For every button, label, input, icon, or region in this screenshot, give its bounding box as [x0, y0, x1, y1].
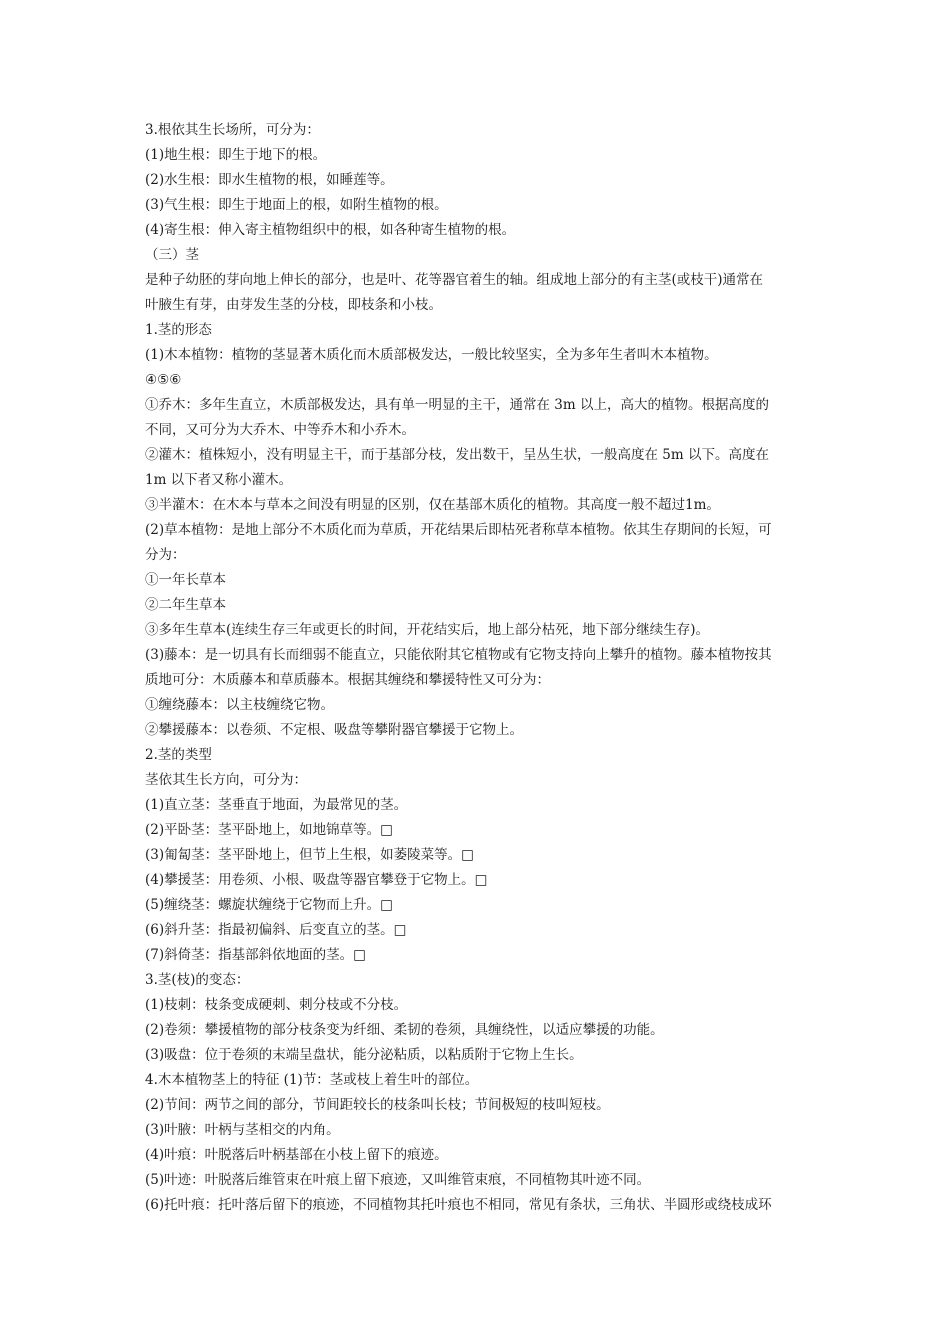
text-line: ①乔木：多年生直立，木质部极发达，具有单一明显的主干，通常在 3m 以上，高大的植物。根据高度的: [145, 397, 769, 413]
text-line: (6)托叶痕：托叶落后留下的痕迹，不同植物其托叶痕也不相同，常见有条状，三角状、半圆形或绕枝成环: [145, 1197, 772, 1213]
text-line: 叶腋生有芽，由芽发生茎的分枝，即枝条和小枝。: [145, 297, 442, 313]
text-line: (3)叶腋：叶柄与茎相交的内角。: [145, 1122, 340, 1138]
text-line: (3)吸盘：位于卷须的末端呈盘状，能分泌粘质，以粘质附于它物上生长。: [145, 1047, 583, 1063]
text-line: (3)匍匐茎：茎平卧地上，但节上生根，如萎陵菜等。□: [145, 847, 474, 863]
text-line: ③半灌木：在木本与草本之间没有明显的区别，仅在基部木质化的植物。其高度一般不超过1m。: [145, 497, 720, 513]
text-line: 4.木本植物茎上的特征 (1)节：茎或枝上着生叶的部位。: [145, 1072, 479, 1088]
text-line: ①缠绕藤本：以主枝缠绕它物。: [145, 697, 334, 713]
text-line: (2)节间：两节之间的部分，节间距较长的枝条叫长枝；节间极短的枝叫短枝。: [145, 1097, 610, 1113]
text-line: (1)地生根：即生于地下的根。: [145, 147, 327, 163]
text-line: 分为：: [145, 547, 186, 563]
text-line: ②灌木：植株短小，没有明显主干，而于基部分枝，发出数干，呈丛生状，一般高度在 5m 以下。高度在: [145, 447, 769, 463]
text-line: (3)藤本：是一切具有长而细弱不能直立，只能依附其它植物或有它物支持向上攀升的植物。藤本植物按其: [145, 647, 772, 663]
text-line: (2)水生根：即水生植物的根，如睡莲等。: [145, 172, 394, 188]
text-line: ②二年生草本: [145, 597, 226, 613]
text-line: ②攀援藤本：以卷须、不定根、吸盘等攀附器官攀援于它物上。: [145, 722, 523, 738]
text-line: (5)叶迹：叶脱落后维管束在叶痕上留下痕迹，又叫维管束痕，不同植物其叶迹不同。: [145, 1172, 651, 1188]
text-line: (3)气生根：即生于地面上的根，如附生植物的根。: [145, 197, 448, 213]
subsection-heading: 3.茎(枝)的变态：: [145, 972, 250, 988]
text-line: 茎依其生长方向，可分为：: [145, 772, 307, 788]
text-line: (2)平卧茎：茎平卧地上，如地锦草等。□: [145, 822, 393, 838]
text-line: (1)直立茎：茎垂直于地面，为最常见的茎。: [145, 797, 408, 813]
text-line: (4)攀援茎：用卷须、小根、吸盘等器官攀登于它物上。□: [145, 872, 488, 888]
text-line: (4)叶痕：叶脱落后叶柄基部在小枝上留下的痕迹。: [145, 1147, 448, 1163]
text-line: (1)木本植物：植物的茎显著木质化而木质部极发达，一般比较坚实，全为多年生者叫木本植物。: [145, 347, 718, 363]
text-line: 质地可分：木质藤本和草质藤本。根据其缠绕和攀援特性又可分为：: [145, 672, 550, 688]
text-line: 是种子幼胚的芽向地上伸长的部分，也是叶、花等器官着生的轴。组成地上部分的有主茎(或枝干)通常在: [145, 272, 764, 288]
text-line: (6)斜升茎：指最初偏斜、后变直立的茎。□: [145, 922, 407, 938]
text-line: (4)寄生根：伸入寄主植物组织中的根，如各种寄生植物的根。: [145, 222, 516, 238]
text-line: (2)卷须：攀援植物的部分枝条变为纤细、柔韧的卷须，具缠绕性，以适应攀援的功能。: [145, 1022, 664, 1038]
document-body: [145, 118, 810, 1218]
text-line: 不同，又可分为大乔木、中等乔木和小乔木。: [145, 422, 415, 438]
subsection-heading: 2.茎的类型: [145, 747, 212, 763]
text-line: 1m 以下者又称小灌木。: [145, 472, 293, 488]
text-line: 3.根依其生长场所，可分为：: [145, 122, 320, 138]
text-line: ①一年长草本: [145, 572, 226, 588]
text-line: ③多年生草本(连续生存三年或更长的时间，开花结实后，地上部分枯死，地下部分继续生存)。: [145, 622, 710, 638]
text-line: (2)草本植物：是地上部分不木质化而为草质，开花结果后即枯死者称草本植物。依其生存期间的长短，可: [145, 522, 772, 538]
text-line: (1)枝刺：枝条变成硬刺、刺分枝或不分枝。: [145, 997, 408, 1013]
text-line: (5)缠绕茎：螺旋状缠绕于它物而上升。□: [145, 897, 393, 913]
text-line: (7)斜倚茎：指基部斜依地面的茎。□: [145, 947, 366, 963]
text-line: ④⑤⑥: [145, 372, 182, 388]
subsection-heading: 1.茎的形态: [145, 322, 212, 338]
section-heading: （三）茎: [145, 247, 199, 263]
